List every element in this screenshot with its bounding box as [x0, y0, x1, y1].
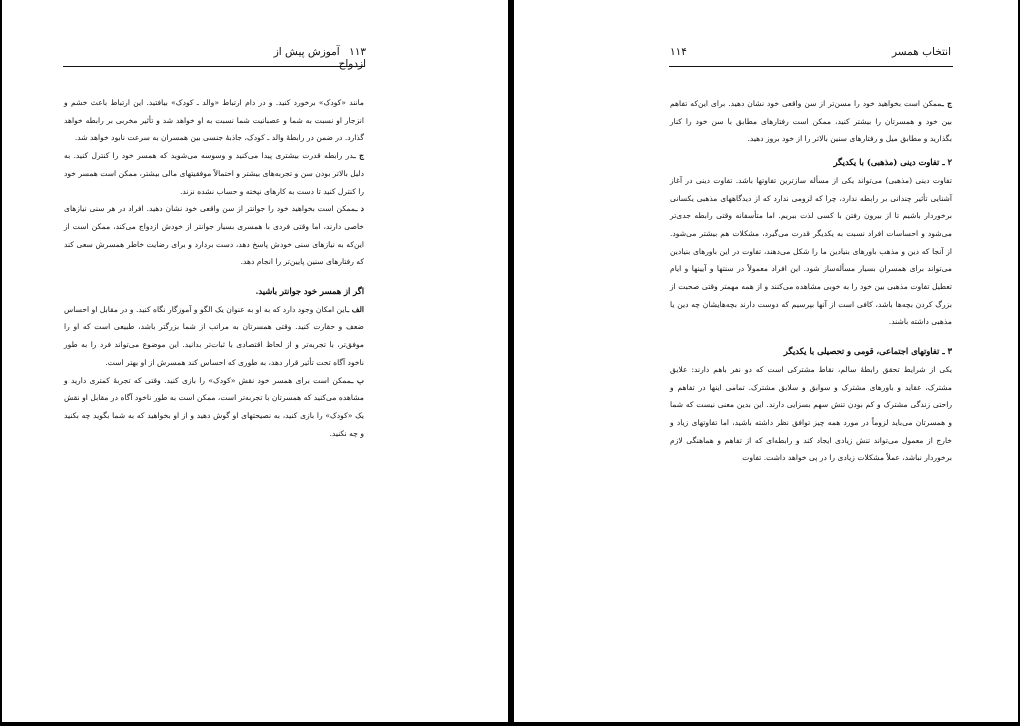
left-item-dal: [64, 200, 364, 271]
left-page-number: ۱۱۳: [349, 46, 366, 58]
section2-text: تفاوت دینی (مذهبی) می‌تواند یکی از مسأله سازترین تفاوتها باشد. تفاوت دینی در آغاز آشنایی تأثیر چندانی بر رابطه ندارد، چرا که لزومی ندارد که از دیدگاههای مذهبی یکسانی برخوردار باشیم تا از بیرون رفتن با کسی لذت ببریم. اما متأسفانه وقتی رابطه جدی‌تر می‌شود و احساسات افراد نسبت به یکدیگر قدرت می‌گیرد، مشکلات هم بیشتر می‌شود. از آنجا که دین و مذهب باورهای بنیادین ما را شکل می‌دهند، تفاوت در این باورهای بنیادین می‌تواند برای همسران بسیار مسأله‌ساز شود. این افراد معمولاً در سنتها و آیینها و ایام تعطیل تفاوت مذهبی بین خود را به خوبی مشاهده می‌کنند و از همه مهمتر وقتی صحبت از بزرگ کردن بچه‌ها باشد، کافی است از آنها بپرسیم که دوست دارند بچه‌هایشان چه دین یا مذهبی داشته باشند.: [670, 175, 952, 327]
item-label: ج ـ: [353, 151, 365, 161]
item-text: ممکن است برای همسر خود نقش «کودک» را بازی کنید. وقتی که تجربهٔ کمتری دارید و مشاهده می‌کنید که همسرتان با تجربه‌تر است، ممکن است به طور ناخود آگاه در مقابل او نقش یک «کودک» را بازی کنید، به نصیحتهای او گوش دهید و از او بخواهید که به شما بگوید چه بکنید و چه نکنید.: [64, 375, 364, 438]
right-page-number: ۱۱۴: [670, 46, 687, 58]
left-item-be: [64, 372, 364, 443]
item-label: ج ـ: [941, 99, 952, 108]
left-item-jim: [64, 147, 364, 200]
section3-text: یکی از شرایط تحقق رابطهٔ سالم، نقاط مشترکی است که دو نفر باهم دارند: علایق مشترک، عقاید و باورهای مشترک و سوابق و سلایق مشترک. تمامی اینها در تفاهم و راحتی زندگی مشترک و کم بودن تنش سهم بسزایی دارند. این بدین معنی نیست که شما و همسرتان می‌باید لزوماً در مورد همه چیز توافق نظر داشته باشید، اما تفاوتهای زیاد و خارج از معمول می‌تواند تنش زیادی ایجاد کند و رابطه‌ای که از تفاهم و هماهنگی لازم برخوردار نباشد، عملاً مشکلات زیادی را در پی خواهد داشت. تفاوت: [670, 364, 952, 463]
right-body-text: [670, 95, 952, 467]
section2-heading: ۲ ـ تفاوت دینی (مذهبی) با یکدیگر: [833, 157, 952, 168]
left-header-rule: [63, 66, 364, 67]
right-header-rule: [669, 66, 953, 67]
right-page: [514, 0, 1018, 722]
item-text: ممکن است بخواهید خود را مسن‌تر از سن واقعی خود نشان دهید. برای این‌که تفاهم بین خود و همسرتان را بیشتر کنید، ممکن است رفتارهای مطابق با سن خود را کنار بگذارید و مطابق میل و رفتارهای سنین بالاتر را از خود بروز دهید.: [670, 99, 952, 144]
item-text: این امکان وجود دارد که به او به عنوان یک الگو و آموزگار نگاه کنید. و در مقابل او احساس ضعف و حقارت کنید. وقتی همسرتان به مراتب از شما بزرگتر باشد، طبیعی است که او را موفق‌تر، با تجربه‌تر و از لحاظ اقتصادی با ثبات‌تر بدانید. این موضوع می‌تواند فرد را به طور ناخود آگاه تحت تأثیر قرار دهد، به طوری که احساس کند همسرش از او بهتر است.: [64, 304, 364, 367]
left-page-header: [260, 46, 366, 70]
right-running-title: انتخاب همسر: [892, 46, 951, 58]
section3-heading: ۳ ـ تفاوتهای اجتماعی، قومی و تحصیلی با یکدیگر: [783, 346, 952, 357]
item-label: د ـ: [355, 204, 364, 214]
left-section-heading: اگر از همسر خود جوانتر باشید.: [255, 286, 364, 297]
item-label: الف ـ: [346, 304, 364, 314]
left-page: [2, 0, 508, 722]
spacer: [670, 331, 952, 343]
right-item-jim: [670, 95, 952, 148]
left-body-text: [64, 94, 364, 442]
left-item-alef: [64, 301, 364, 372]
item-label: ب ـ: [351, 375, 364, 385]
left-intro-paragraph: مانند «کودک» برخورد کنید. و در دام ارتباط «والد ـ کودک» بیافتید. این ارتباط باعث خشم و انزجار او نسبت به شما و عصبانیت شما نسبت به او خواهد شد و تأثیر مخربی بر رابطه خواهد گذارد. در ضمن در رابطهٔ والد ـ کودک، جاذبهٔ جنسی بین همسران به سرعت نابود خواهد شد.: [64, 98, 364, 143]
left-running-title: آموزش پیش از ازدواج: [273, 46, 366, 70]
right-page-header: [670, 46, 951, 66]
spacer: [64, 271, 364, 283]
item-text: ممکن است بخواهید خود را جوانتر از سن واقعی خود نشان دهید. افراد در هر سنی نیازهای خاصی دارند، اما وقتی فردی با همسری بسیار جوانتر از خودش ازدواج می‌کند، ممکن است از این‌که به نیازهای سنی خودش پاسخ دهد، دست بردارد و برای رضایت خاطر همسرش سعی کند که رفتارهای سنین پایین‌تر را انجام دهد.: [64, 204, 364, 267]
item-text: در رابطه قدرت بیشتری پیدا می‌کنید و وسوسه می‌شوید که همسر خود را کنترل کنید. به دلیل بالاتر بودن سن و تجربه‌های بیشتر و احتمالاً موفقیتهای مالی بیشتر، ممکن است همسر خود را کنترل کنید تا دست به کارهای نپخته و حساب نشده نزند.: [64, 151, 364, 196]
